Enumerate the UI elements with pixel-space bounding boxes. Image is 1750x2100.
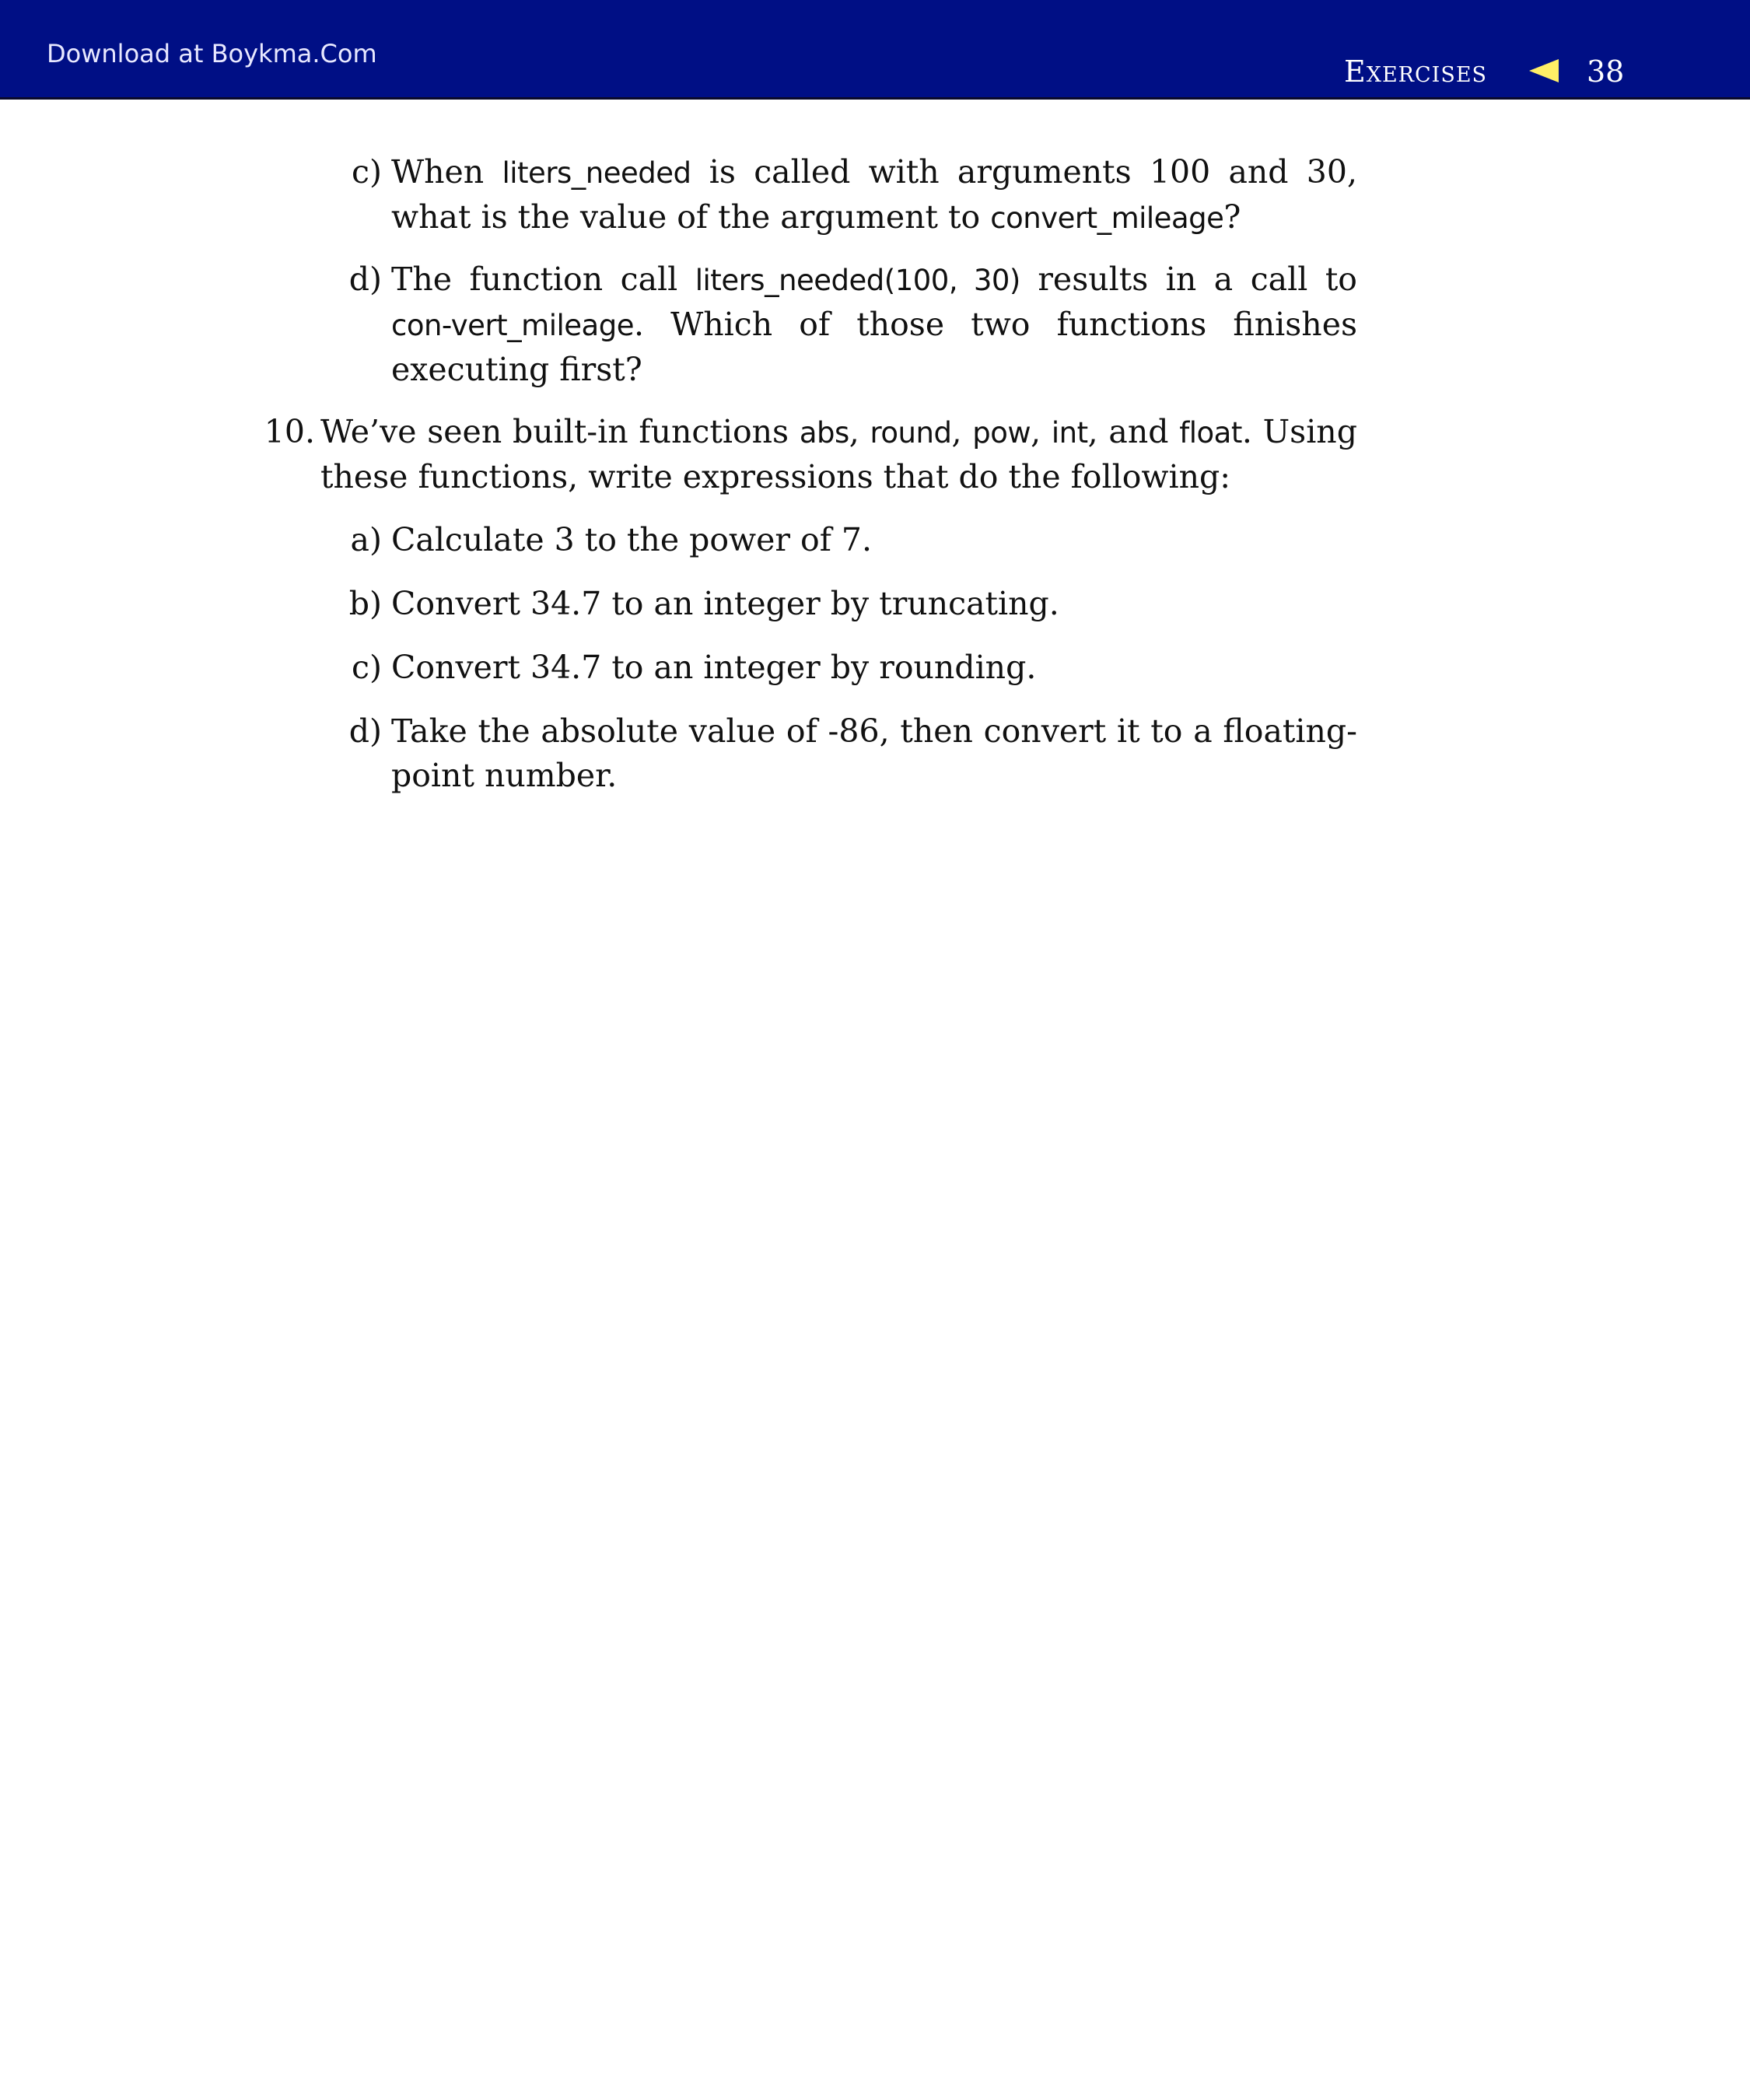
header-bar (0, 0, 1750, 100)
item-marker: c) (352, 649, 382, 686)
code-text: con-vert_mileage (391, 309, 634, 342)
item-marker: d) (348, 712, 382, 750)
item-text: Convert 34.7 to an integer by truncating. (391, 585, 1059, 622)
exercise-9d (348, 257, 1357, 392)
item-marker: d) (348, 261, 382, 298)
item-text: Calculate 3 to the power of 7. (391, 521, 873, 558)
code-text: round (870, 416, 952, 450)
code-text: int (1051, 416, 1088, 450)
code-text: abs (799, 416, 849, 450)
exercise-10c (352, 646, 1357, 690)
item-text: . Which of those two functions finishes executing first? (391, 306, 1357, 388)
item-text: . Using these functions, write expressions that do the following: (320, 413, 1357, 495)
section-title: Exercises (1344, 54, 1488, 89)
item-text: When (391, 153, 502, 191)
item-text: , and (1087, 413, 1180, 450)
code-text: convert_mileage (990, 201, 1224, 235)
watermark-text: Download at Boykma.Com (47, 39, 377, 68)
item-marker: b) (348, 585, 382, 622)
item-text: Take the absolute value of -86, then convert it to a floating-point number. (391, 712, 1357, 794)
exercise-10 (264, 410, 1357, 499)
item-text: , (849, 413, 870, 450)
item-text: , (951, 413, 973, 450)
item-text: Convert 34.7 to an integer by rounding. (391, 649, 1037, 686)
item-marker: 10. (264, 413, 315, 450)
exercise-10a (350, 518, 1357, 562)
code-text: liters_needed (502, 156, 691, 190)
code-text: pow (972, 416, 1031, 450)
exercise-10d (348, 709, 1357, 798)
item-text: The function call (391, 261, 695, 298)
item-marker: c) (352, 153, 382, 191)
code-text: float (1179, 416, 1242, 450)
item-text: is called with arguments 100 and 30, what is the value of the argument to (391, 153, 1358, 236)
code-text: liters_needed(100, 30) (695, 264, 1020, 297)
exercise-10b (348, 582, 1357, 626)
exercise-9c (352, 150, 1358, 240)
item-text: , (1031, 413, 1052, 450)
item-text: We’ve seen built-in functions (320, 413, 800, 450)
page-number: 38 (1587, 54, 1625, 89)
item-marker: a) (350, 521, 382, 558)
item-text: results in a call to (1020, 261, 1357, 298)
item-text: ? (1223, 198, 1241, 236)
left-triangle-icon (1529, 59, 1559, 82)
